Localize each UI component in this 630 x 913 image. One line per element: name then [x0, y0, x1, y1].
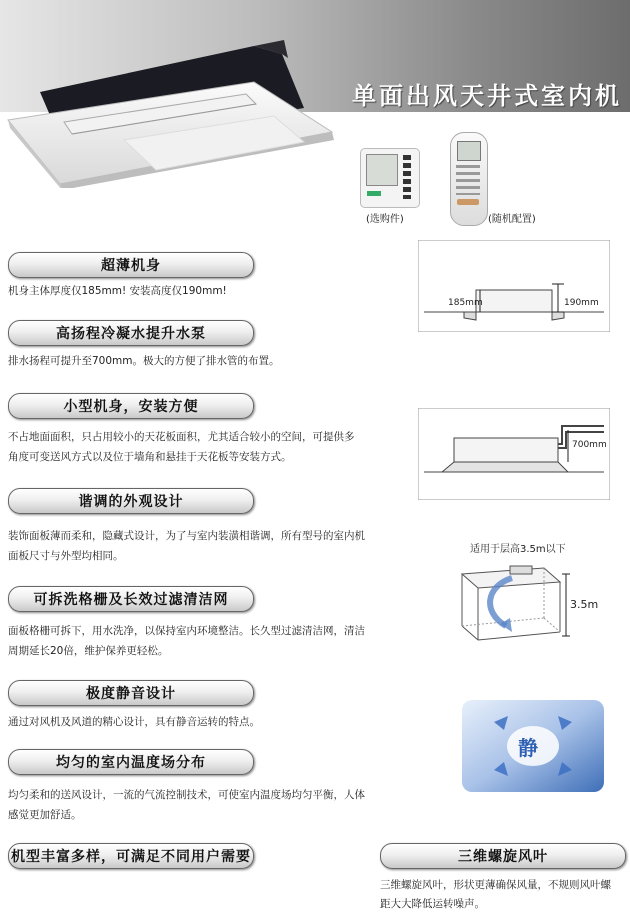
heading-ultra-thin-body: 超薄机身 [8, 252, 254, 278]
thin-body-diagram [418, 240, 610, 332]
wired-controller-caption: (选购件) [366, 214, 404, 225]
room-height-dimension: 3.5m [570, 598, 599, 611]
drain-pump-diagram [418, 408, 610, 500]
heading-compact-install: 小型机身，安装方便 [8, 393, 254, 419]
text-washable-grille-line1: 面板格栅可拆下，用水洗净，以保持室内环境整洁。长久型过滤清洁网，清洁 [8, 625, 365, 637]
quiet-label: 静 [518, 736, 538, 760]
heading-washable-grille: 可拆洗格栅及长效过滤清洁网 [8, 586, 254, 612]
text-harmonious-design-line1: 装饰面板薄而柔和，隐藏式设计，为了与室内装潢相谐调，所有型号的室内机 [8, 530, 365, 542]
heading-harmonious-design: 谐调的外观设计 [8, 488, 254, 514]
text-harmonious-design-line2: 面板尺寸与外型均相同。 [8, 550, 124, 562]
text-compact-install-line1: 不占地面面积，只占用较小的天花板面积，尤其适合较小的空间，可提供多 [8, 431, 355, 443]
text-3d-spiral-fan-line2: 距大大降低运转噪声。 [380, 898, 485, 910]
cassette-unit-illustration [4, 38, 340, 188]
heading-drain-pump: 高扬程冷凝水提升水泵 [8, 320, 254, 346]
heading-rich-models: 机型丰富多样，可满足不同用户需要 [8, 843, 254, 869]
text-quiet-design: 通过对风机及风道的精心设计，具有静音运转的特点。 [8, 716, 260, 728]
text-uniform-temperature-line2: 感觉更加舒适。 [8, 809, 82, 821]
wired-controller-image [360, 148, 420, 208]
text-compact-install-line2: 角度可变送风方式以及位于墙角和悬挂于天花板等安装方式。 [8, 451, 292, 463]
text-washable-grille-line2: 周期延长20倍，维护保养更轻松。 [8, 645, 169, 657]
remote-control-image [450, 132, 488, 226]
thin-body-left-dimension: 185mm [448, 298, 483, 308]
room-height-caption: 适用于层高3.5m以下 [470, 544, 566, 555]
text-uniform-temperature-line1: 均匀柔和的送风设计，一流的气流控制技术，可使室内温度场均匀平衡，人体 [8, 789, 365, 801]
thin-body-right-dimension: 190mm [564, 298, 599, 308]
text-drain-pump: 排水扬程可提升至700mm。极大的方便了排水管的布置。 [8, 355, 280, 367]
text-ultra-thin-body: 机身主体厚度仅185mm! 安装高度仅190mm! [8, 285, 227, 297]
heading-quiet-design: 极度静音设计 [8, 680, 254, 706]
text-3d-spiral-fan-line1: 三维螺旋风叶，形状更薄确保风量，不规则风叶螺 [380, 879, 611, 891]
drain-pump-dimension: 700mm [572, 440, 607, 450]
heading-3d-spiral-fan: 三维螺旋风叶 [380, 843, 626, 869]
heading-uniform-temperature: 均匀的室内温度场分布 [8, 749, 254, 775]
page-title: 单面出风天井式室内机 [352, 82, 622, 110]
remote-control-caption: (随机配置) [488, 214, 536, 225]
